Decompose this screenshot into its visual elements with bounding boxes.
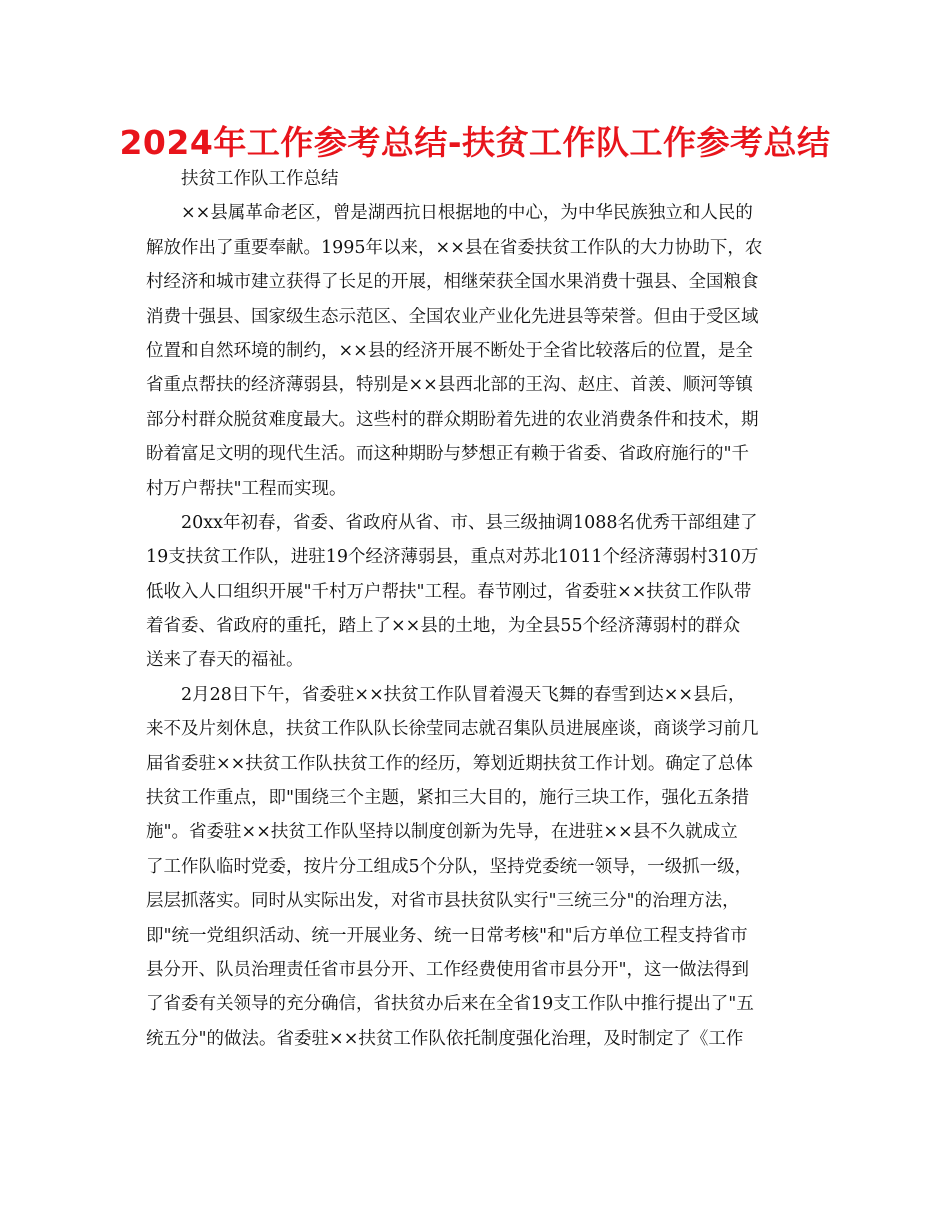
text-line: 扶贫工作队工作总结 [181, 169, 339, 189]
text-line: 扶贫工作重点，即"围绕三个主题，紧扣三大目的，施行三块工作，强化五条措 [146, 788, 750, 809]
text-line: 层层抓落实。同时从实际出发，对省市县扶贫队实行"三统三分"的治理方法， [146, 891, 740, 912]
text-line: 即"统一党组织活动、统一开展业务、统一日常考核"和"后方单位工程支持省市 [146, 925, 748, 946]
text-line: 来不及片刻休息，扶贫工作队队长徐莹同志就召集队员进展座谈，商谈学习前几 [146, 719, 759, 740]
text-line: 解放作出了重要奉献。1995年以来，××县在省委扶贫工作队的大力协助下，农 [146, 237, 763, 258]
text-line: ××县属革命老区，曾是湖西抗日根据地的中心，为中华民族独立和人民的 [181, 203, 753, 224]
text-line: 施"。省委驻××扶贫工作队坚持以制度创新为先导，在进驻××县不久就成立 [146, 822, 738, 843]
text-line: 统五分"的做法。省委驻××扶贫工作队依托制度强化治理，及时制定了《工作 [146, 1028, 744, 1049]
text-line: 盼着富足文明的现代生活。而这种期盼与梦想正有赖于省委、省政府施行的"千 [146, 444, 750, 465]
text-line: 届省委驻××扶贫工作队扶贫工作的经历，筹划近期扶贫工作计划。确定了总体 [146, 753, 753, 774]
text-line: 村经济和城市建立获得了长足的开展，相继荣获全国水果消费十强县、全国粮食 [146, 272, 759, 293]
document-body [146, 162, 806, 1056]
text-line: 送来了春天的福祉。 [146, 650, 304, 671]
text-line: 低收入人口组织开展"千村万户帮扶"工程。春节刚过，省委驻××扶贫工作队带 [146, 581, 752, 602]
text-line: 县分开、队员治理责任省市县分开、工作经费使用省市县分开"，这一做法得到 [146, 959, 750, 980]
text-line: 2月28日下午，省委驻××扶贫工作队冒着漫天飞舞的春雪到达××县后， [181, 684, 746, 705]
text-line: 部分村群众脱贫难度最大。这些村的群众期盼着先进的农业消费条件和技术，期 [146, 409, 759, 430]
text-line: 了省委有关领导的充分确信，省扶贫办后来在全省19支工作队中推行提出了"五 [146, 994, 754, 1015]
text-line: 村万户帮扶"工程而实现。 [146, 478, 347, 499]
document-title: 2024年工作参考总结-扶贫工作队工作参考总结 [119, 123, 831, 162]
text-line: 着省委、省政府的重托，踏上了××县的土地，为全县55个经济薄弱村的群众 [146, 616, 741, 637]
text-line: 了工作队临时党委，按片分工组成5个分队，坚持党委统一领导，一级抓一级， [146, 856, 753, 877]
text-line: 消费十强县、国家级生态示范区、全国农业产业化先进县等荣誉。但由于受区域 [146, 306, 759, 327]
text-line: 19支扶贫工作队，进驻19个经济薄弱县，重点对苏北1011个经济薄弱村310万 [146, 547, 759, 568]
text-line: 省重点帮扶的经济薄弱县，特别是××县西北部的王沟、赵庄、首羡、顺河等镇 [146, 375, 753, 396]
text-line: 20xx年初春，省委、省政府从省、市、县三级抽调1088名优秀干部组建了 [181, 512, 758, 533]
text-line: 位置和自然环境的制约，××县的经济开展不断处于全省比较落后的位置，是全 [146, 340, 753, 361]
